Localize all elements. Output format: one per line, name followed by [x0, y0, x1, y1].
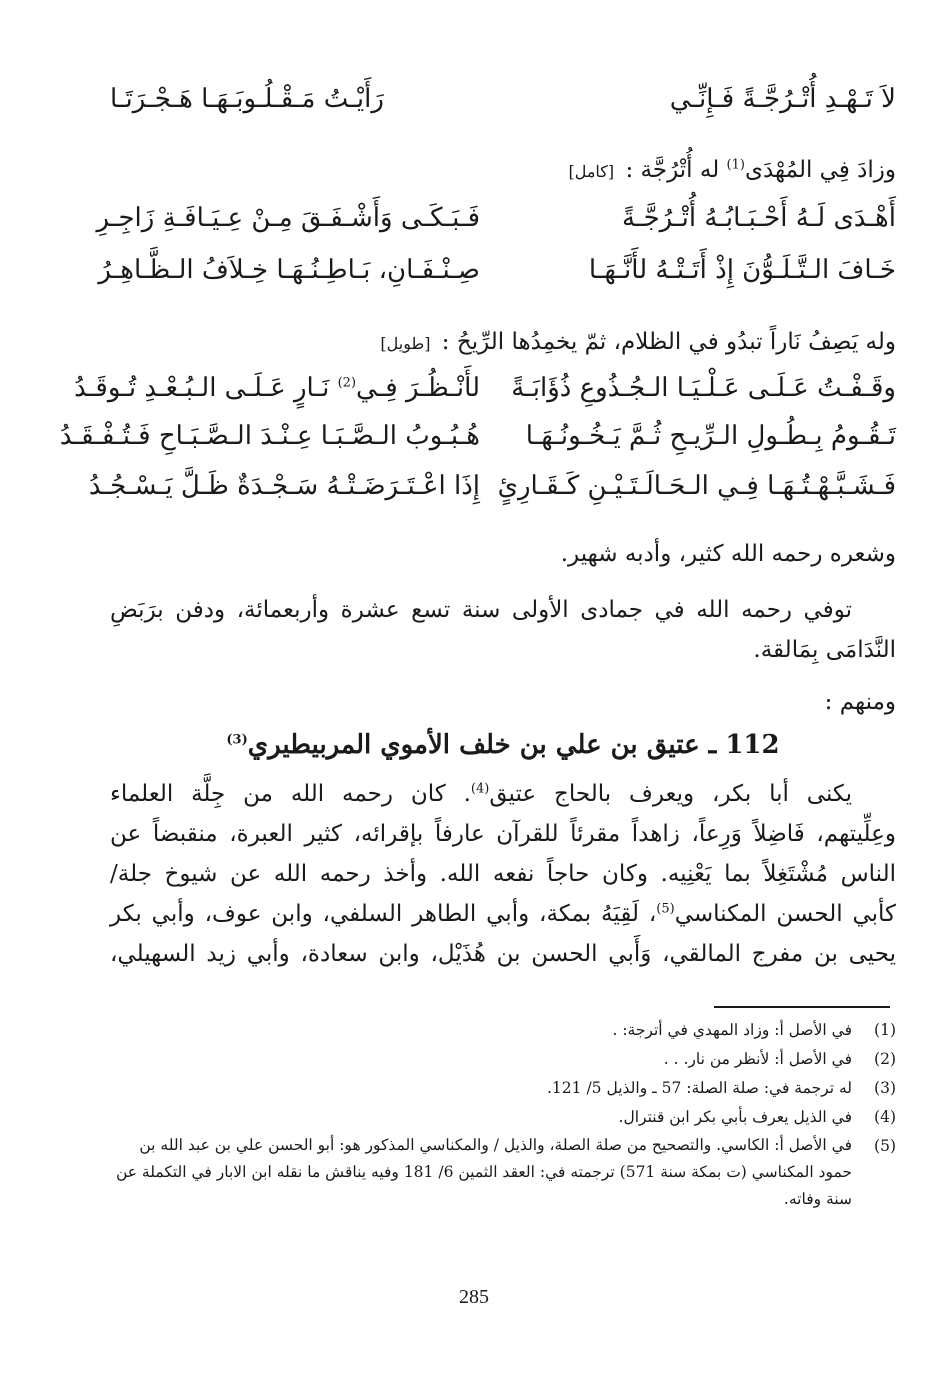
- footnote-number: (1): [874, 1021, 896, 1039]
- verse-line: [88, 464, 896, 508]
- verse-line: [96, 196, 896, 240]
- verse-first-hemistich: أَهْـدَى لَـهُ أَحْـبَـابُـهُ أُتْـرُجَّـةً: [622, 203, 896, 233]
- text-run: كأبي الحسن المكناسي: [674, 901, 896, 927]
- verse-second-hemistich: رَأَيْـتُ مَـقْـلُـوبَـهَـا هَـجْـرَتَـا: [110, 84, 384, 114]
- footnote-item: [110, 1074, 896, 1103]
- footnote-number: (4): [874, 1108, 896, 1126]
- footnote-text: له ترجمة في: صلة الصلة: 57 ـ والذيل 5/ 121.: [546, 1079, 852, 1097]
- footnote-ref: (3): [226, 732, 248, 748]
- verse-line: [98, 248, 896, 292]
- footnote-item: [110, 1132, 896, 1213]
- poem-intro: [166, 322, 896, 364]
- poem-meter: [طويل]: [380, 334, 431, 353]
- section-lead: ومنهم :: [824, 689, 896, 715]
- poem-meter: [كامل]: [568, 162, 615, 181]
- footnote-text: في الأصل أ: لأنظر من نار. . .: [663, 1050, 852, 1068]
- footnote-item: [110, 1045, 896, 1074]
- text-run: يكنى أبا بكر، ويعرف بالحاج عتيق: [489, 781, 852, 807]
- footnote-number: (5): [874, 1137, 896, 1155]
- footnote-item: [110, 1103, 896, 1132]
- verse-text: نَـارٍ عَـلَـى الـبُـعْـدِ تُـوقَـدُ: [74, 373, 338, 403]
- text-run: ، لَقِيَهُ بمكة، وأبي الطاهر السلفي، وابن عوف، وأبي بكر: [110, 901, 657, 927]
- paragraph-line: توفي رحمه الله في جمادى الأولى سنة تسع عشرة وأربعمائة، ودفن برَبَضِ: [110, 597, 852, 623]
- footnote-text: في الأصل أ: وزاد المهدي في أترجة: .: [612, 1021, 852, 1039]
- verse-second-hemistich: فَـبَـكَـى وَأَشْـفَـقَ مِـنْ عِـيَـافَـةِ زَاجِـرِ: [96, 203, 480, 233]
- footnote-number: (3): [874, 1079, 896, 1097]
- verse-first-hemistich: خَـافَ الـتَّـلَـوُّنَ إِذْ أَتَـتْـهُ لأَنَّـهَـا: [588, 255, 896, 285]
- poem-intro-text: له أُتْرُجَّة :: [625, 157, 727, 183]
- paragraph-line: وعِلِّيتهم، فَاضِلاً وَرِعاً، زاهداً مقرئاً للقرآن عارفاً بإقرائه، كثير العبرة، منقبضاً عن: [110, 821, 896, 847]
- paragraph-line: النَّدَامَى بِمَالقة.: [753, 637, 896, 663]
- verse-second-hemistich: هُـبُـوبُ الـصَّـبَـا عِـنْـدَ الـصَّـبَـاحِ فَـتُـفْـقَـدُ: [59, 421, 480, 451]
- entry-heading: [110, 722, 896, 768]
- paragraph-line: يحيى بن مفرج المالقي، وَأَبي الحسن بن هُذَيْل، وابن سعادة، وأبي زيد السهيلي،: [110, 941, 896, 967]
- verse-second-hemistich: إِذَا اعْـتَـرَضَـتْـهُ سَـجْـدَةٌ ظَـلَّ يَـسْـجُـدُ: [88, 471, 480, 501]
- paragraph-line: [110, 894, 896, 934]
- entry-body: [110, 774, 896, 974]
- verse-first-hemistich: تَـقُـومُ بِـطُـولِ الـرِّيـحِ ثُـمَّ يَـخُـونُـهَـا: [525, 421, 896, 451]
- paragraph: وشعره رحمه الله كثير، وأدبه شهير.: [560, 541, 896, 567]
- verse-second-hemistich: [74, 366, 480, 410]
- verse-first-hemistich: وقَـفْـتُ عَـلَـى عَـلْـيَـا الـجُـذُوعِ ذُؤَابَـةً: [511, 373, 896, 403]
- page-number: 285: [459, 1286, 489, 1308]
- verse-line: [59, 414, 896, 458]
- paragraph-line: [110, 774, 896, 814]
- footnotes: [110, 1016, 896, 1213]
- footnote-separator: [714, 1006, 890, 1008]
- verse-first-hemistich: فَـشَـبَّـهْـتُـهَـا فِـي الـحَـالَـتَـيْـنِ كَـقَـارِئٍ: [497, 471, 896, 501]
- footnote-number: (2): [874, 1050, 896, 1068]
- footnote-item: [110, 1016, 896, 1045]
- verse-line: [110, 77, 896, 121]
- paragraph-line: الناس مُشْتَغِلاً بما يَعْنِيه. وكان حاجاً نفعه الله. وأخذ رحمه الله عن شيوخ جلة/: [110, 861, 896, 887]
- footnote-text: في الأصل أ: الكاسي. والتصحيح من صلة الصلة، والذيل / والمكناسي المذكور هو: أبو الحسن علي بن عبد الله بن حمود المكناسي (ت بمكة سنة 571) ترجمته في: العقد الثمين 6/ 181 وفيه يناقش ما نقله ابن الابار في التكملة عن سنة وفاته.: [115, 1136, 852, 1208]
- footnote-ref: (2): [337, 375, 357, 391]
- footnote-text: في الذيل يعرف بأبي بكر ابن قنترال.: [618, 1108, 852, 1126]
- footnote-ref: (1): [726, 157, 745, 173]
- text-run: . كان رحمه الله من جِلَّة العلماء: [110, 781, 471, 807]
- footnote-ref: (4): [470, 781, 490, 797]
- verse-second-hemistich: صِـنْـفَـانِ، بَـاطِـنُـهَـا خِـلاَفُ الـظَّـاهِـرُ: [98, 255, 480, 285]
- entry-heading-text: 112 ـ عتيق بن علي بن خلف الأموي المربيطيري: [247, 730, 780, 760]
- footnote-ref: (5): [656, 901, 675, 917]
- poem-intro-text: وله يَصِفُ نَاراً تبدُو في الظلام، ثمّ يخمِدُها الرِّيحُ :: [441, 329, 896, 355]
- poem-intro: [166, 150, 896, 192]
- poem-intro-text: وزادَ فِي المُهْدَى: [744, 157, 896, 183]
- verse-line: [74, 366, 896, 410]
- verse-first-hemistich: لاَ تَـهْـدِ أُتْـرُجَّـةً فَـإِنِّـي: [669, 84, 896, 114]
- paragraph: [110, 590, 896, 670]
- verse-text: لأَنْـظُـرَ فِـي: [356, 373, 480, 403]
